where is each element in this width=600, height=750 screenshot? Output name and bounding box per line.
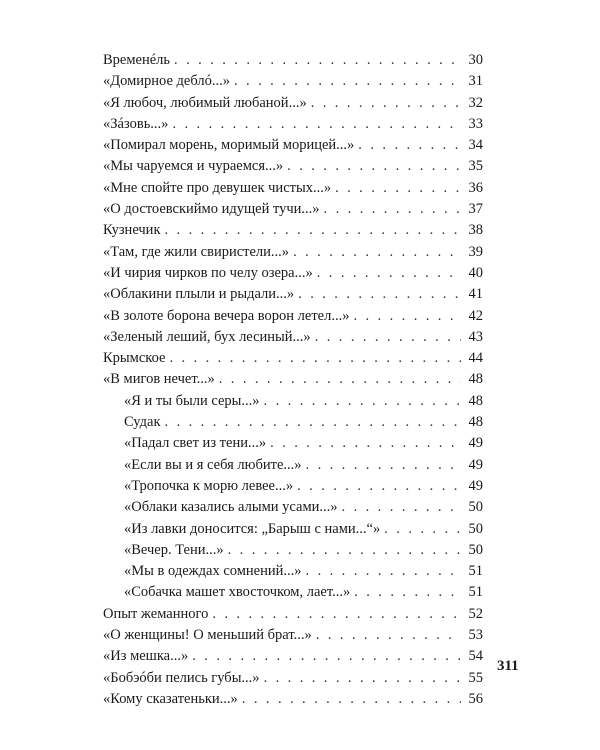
dot-leader [165,220,462,241]
toc-entry-page: 48 [468,392,483,409]
toc-entry [103,178,483,199]
toc-entry-title: «Я любоч, любимый любаной...» [103,94,307,111]
toc-entry [103,497,483,518]
toc-entry-title: «О достоевскиймо идущей тучи...» [103,201,320,218]
toc-entry-title: «Кому сказатеньки...» [103,690,238,707]
toc-entry-page: 49 [468,456,483,473]
toc-entry-page: 50 [468,520,483,537]
toc-entry-title: «Зеленый леший, бух лесиный...» [103,328,311,345]
dot-leader [297,476,461,497]
toc-entry [103,369,483,390]
toc-entry [103,71,483,92]
toc-entry-page: 44 [468,350,483,367]
toc-entry [103,242,483,263]
toc-entry-title: «В мигов нечет...» [103,371,215,388]
toc-entry [103,582,483,603]
toc-entry-page: 42 [468,307,483,324]
toc-entry [103,561,483,582]
toc-entry-page: 49 [468,435,483,452]
toc-entry-title: «Там, где жили свиристели...» [103,243,290,260]
dot-leader [354,582,461,603]
toc-entry-title: «Вечер. Тени...» [124,541,224,558]
toc-entry-page: 54 [468,648,483,665]
toc-entry [103,199,483,220]
dot-leader [358,135,461,156]
dot-leader [264,391,461,412]
toc-entry-page: 41 [468,286,483,303]
toc-entry-title: «Зáзовь...» [103,115,169,132]
toc-entry [103,50,483,71]
dot-leader [317,263,461,284]
dot-leader [353,306,461,327]
dot-leader [287,156,461,177]
toc-entry-page: 37 [468,201,483,218]
toc-entry [103,220,483,241]
toc-entry-page: 51 [468,563,483,580]
toc-entry [103,646,483,667]
dot-leader [242,689,461,710]
toc-entry-page: 56 [468,690,483,707]
dot-leader [342,497,461,518]
toc-entry [103,519,483,540]
toc-entry [103,412,483,433]
dot-leader [335,178,461,199]
toc-entry [103,625,483,646]
toc-entry-page: 48 [468,414,483,431]
toc-entry-title: «О женщины! О меньший брат...» [103,627,312,644]
toc-entry-title: Крымское [103,350,166,367]
toc-entry-page: 38 [468,222,483,239]
toc-entry-title: «Облаки казались алыми усами...» [124,499,338,516]
dot-leader [315,327,461,348]
toc-entry-title: Кузнечик [103,222,161,239]
toc-entry [103,135,483,156]
toc-entry-title: «Из мешка...» [103,648,189,665]
toc-entry [103,93,483,114]
dot-leader [174,50,461,71]
toc-entry-title: «Бобэóби пелись губы...» [103,669,260,686]
toc-entry-page: 49 [468,477,483,494]
toc-entry-title: Судак [124,414,161,431]
toc-entry [103,540,483,561]
dot-leader [324,199,461,220]
page-number: 311 [497,658,519,674]
dot-leader [234,71,461,92]
toc-entry [103,689,483,710]
toc-entry [103,306,483,327]
toc-entry-page: 51 [468,584,483,601]
toc-entry-title: «Если вы и я себя любите...» [124,456,302,473]
dot-leader [298,284,461,305]
dot-leader [228,540,461,561]
dot-leader [192,646,461,667]
toc-entry-title: «Собачка машет хвосточком, лает...» [124,584,351,601]
toc-entry [103,604,483,625]
table-of-contents [103,50,483,710]
toc-entry [103,114,483,135]
dot-leader [264,668,461,689]
toc-entry-title: «Падал свет из тени...» [124,435,267,452]
toc-entry [103,476,483,497]
toc-entry-title: Опыт жеманного [103,605,209,622]
toc-entry-title: «Из лавки доносится: „Барыш с нами...“» [124,520,381,537]
toc-entry-title: «Облакини плыли и рыдали...» [103,286,295,303]
toc-entry-title: «Домирное деблó...» [103,73,230,90]
toc-entry [103,668,483,689]
dot-leader [219,369,461,390]
dot-leader [306,455,461,476]
toc-entry-page: 43 [468,328,483,345]
toc-entry-page: 40 [468,264,483,281]
dot-leader [306,561,461,582]
toc-entry-page: 39 [468,243,483,260]
toc-entry [103,284,483,305]
toc-entry-page: 55 [468,669,483,686]
toc-entry-page: 36 [468,179,483,196]
dot-leader [169,348,461,369]
toc-entry-page: 53 [468,627,483,644]
dot-leader [384,519,461,540]
toc-entry-title: «Тропочка к морю левее...» [124,477,294,494]
toc-entry-title: «Мы в одеждах сомнений...» [124,563,302,580]
toc-entry-page: 30 [468,52,483,68]
toc-entry-page: 34 [468,137,483,154]
toc-entry-title: «Мне спойте про девушек чистых...» [103,179,332,196]
dot-leader [311,93,461,114]
toc-entry [103,348,483,369]
dot-leader [172,114,461,135]
toc-entry-title: «Я и ты были серы...» [124,392,260,409]
toc-entry-page: 52 [468,605,483,622]
toc-entry-title: «Помирал морень, моримый морицей...» [103,137,355,154]
toc-entry [103,391,483,412]
dot-leader [270,433,461,454]
toc-entry-page: 50 [468,541,483,558]
toc-entry [103,327,483,348]
toc-entry-page: 32 [468,94,483,111]
dot-leader [316,625,461,646]
toc-entry-title: «В золоте борона вечера ворон летел...» [103,307,350,324]
toc-entry [103,433,483,454]
toc-entry [103,156,483,177]
dot-leader [212,604,461,625]
toc-entry-title: «И чирия чирков по челу озера...» [103,264,313,281]
toc-entry-page: 31 [468,73,483,90]
toc-entry-page: 33 [468,115,483,132]
toc-entry-title: «Мы чаруемся и чураемся...» [103,158,284,175]
toc-entry [103,455,483,476]
toc-entry [103,263,483,284]
toc-entry-page: 48 [468,371,483,388]
toc-entry-page: 50 [468,499,483,516]
dot-leader [293,242,461,263]
toc-entry-page: 35 [468,158,483,175]
dot-leader [165,412,461,433]
toc-entry-title: Временéль [103,52,171,68]
